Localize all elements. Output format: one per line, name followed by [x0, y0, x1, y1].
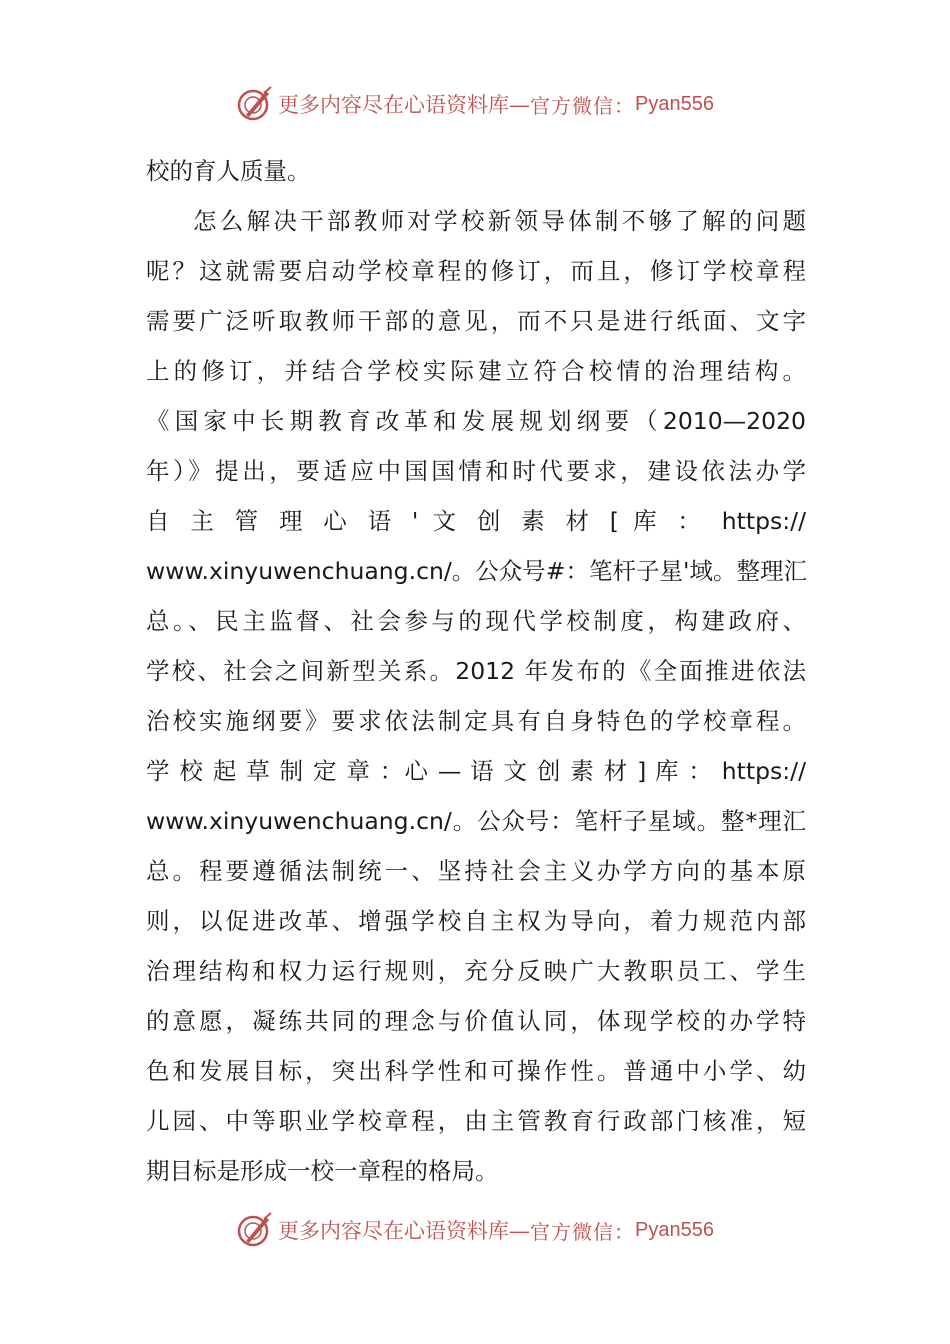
text-line: 《国家中长期教育改革和发展规划纲要（2010—2020: [146, 407, 806, 435]
text-line: 呢？这就需要启动学校章程的修订，而且，修订学校章程: [146, 257, 806, 285]
quill-pen-logo-icon: [236, 1211, 274, 1249]
text-line: 怎么解决干部教师对学校新领导体制不够了解的问题: [193, 207, 806, 235]
text-line: 总。、民主监督、社会参与的现代学校制度，构建政府、: [146, 607, 806, 635]
footer-wechat-label: 官方微信：: [530, 1219, 636, 1244]
header-wechat-label: 官方微信：: [530, 93, 636, 118]
text-line: 色和发展目标，突出科学性和可操作性。普通中小学、幼: [146, 1057, 806, 1085]
text-line: 上的修订，并结合学校实际建立符合校情的治理结构。: [146, 357, 806, 385]
text-line: 学 校 起 草 制 定 章 ：心 — 语 文 创 素 材 ] 库 ： https://: [146, 757, 806, 785]
text-line: www.xinyuwenchuang.cn/。公众号#：笔杆子星'域。整理汇: [146, 557, 807, 585]
text-line: 自 主 管 理 心 语 ' 文 创 素 材 [ 库 ： https://: [146, 507, 806, 535]
footer-wechat-id: Pyan556: [635, 1218, 714, 1241]
header-wechat-id: Pyan556: [635, 92, 714, 115]
text-line: 总。程要遵循法制统一、坚持社会主义办学方向的基本原: [146, 857, 806, 885]
footer-brand-text: 更多内容尽在心语资料库—: [278, 1219, 531, 1243]
text-line: 治理结构和权力运行规则，充分反映广大教职员工、学生: [146, 957, 806, 985]
text-line: 则，以促进改革、增强学校自主权为导向，着力规范内部: [146, 907, 806, 935]
text-line: 治校实施纲要》要求依法制定具有自身特色的学校章程。: [146, 707, 806, 735]
text-line: 需要广泛听取教师干部的意见，而不只是进行纸面、文字: [146, 307, 806, 335]
text-line: 校的育人质量。: [146, 157, 311, 185]
text-line: 儿园、中等职业学校章程，由主管教育行政部门核准，短: [146, 1107, 806, 1135]
footer-banner: [0, 1208, 950, 1252]
text-line: 期目标是形成一校一章程的格局。: [146, 1157, 499, 1185]
header-brand-text: 更多内容尽在心语资料库—: [278, 93, 531, 117]
quill-pen-logo-icon: [236, 85, 274, 123]
text-line: 年）》提出，要适应中国国情和时代要求，建设依法办学: [146, 457, 806, 485]
text-line: 学校、社会之间新型关系。2012 年发布的《全面推进依法: [146, 657, 806, 685]
header-banner: [0, 82, 950, 126]
text-line: 的意愿，凝练共同的理念与价值认同，体现学校的办学特: [146, 1007, 806, 1035]
text-line: www.xinyuwenchuang.cn/。公众号：笔杆子星域。整*理汇: [146, 807, 806, 835]
document-body: [146, 146, 806, 1196]
